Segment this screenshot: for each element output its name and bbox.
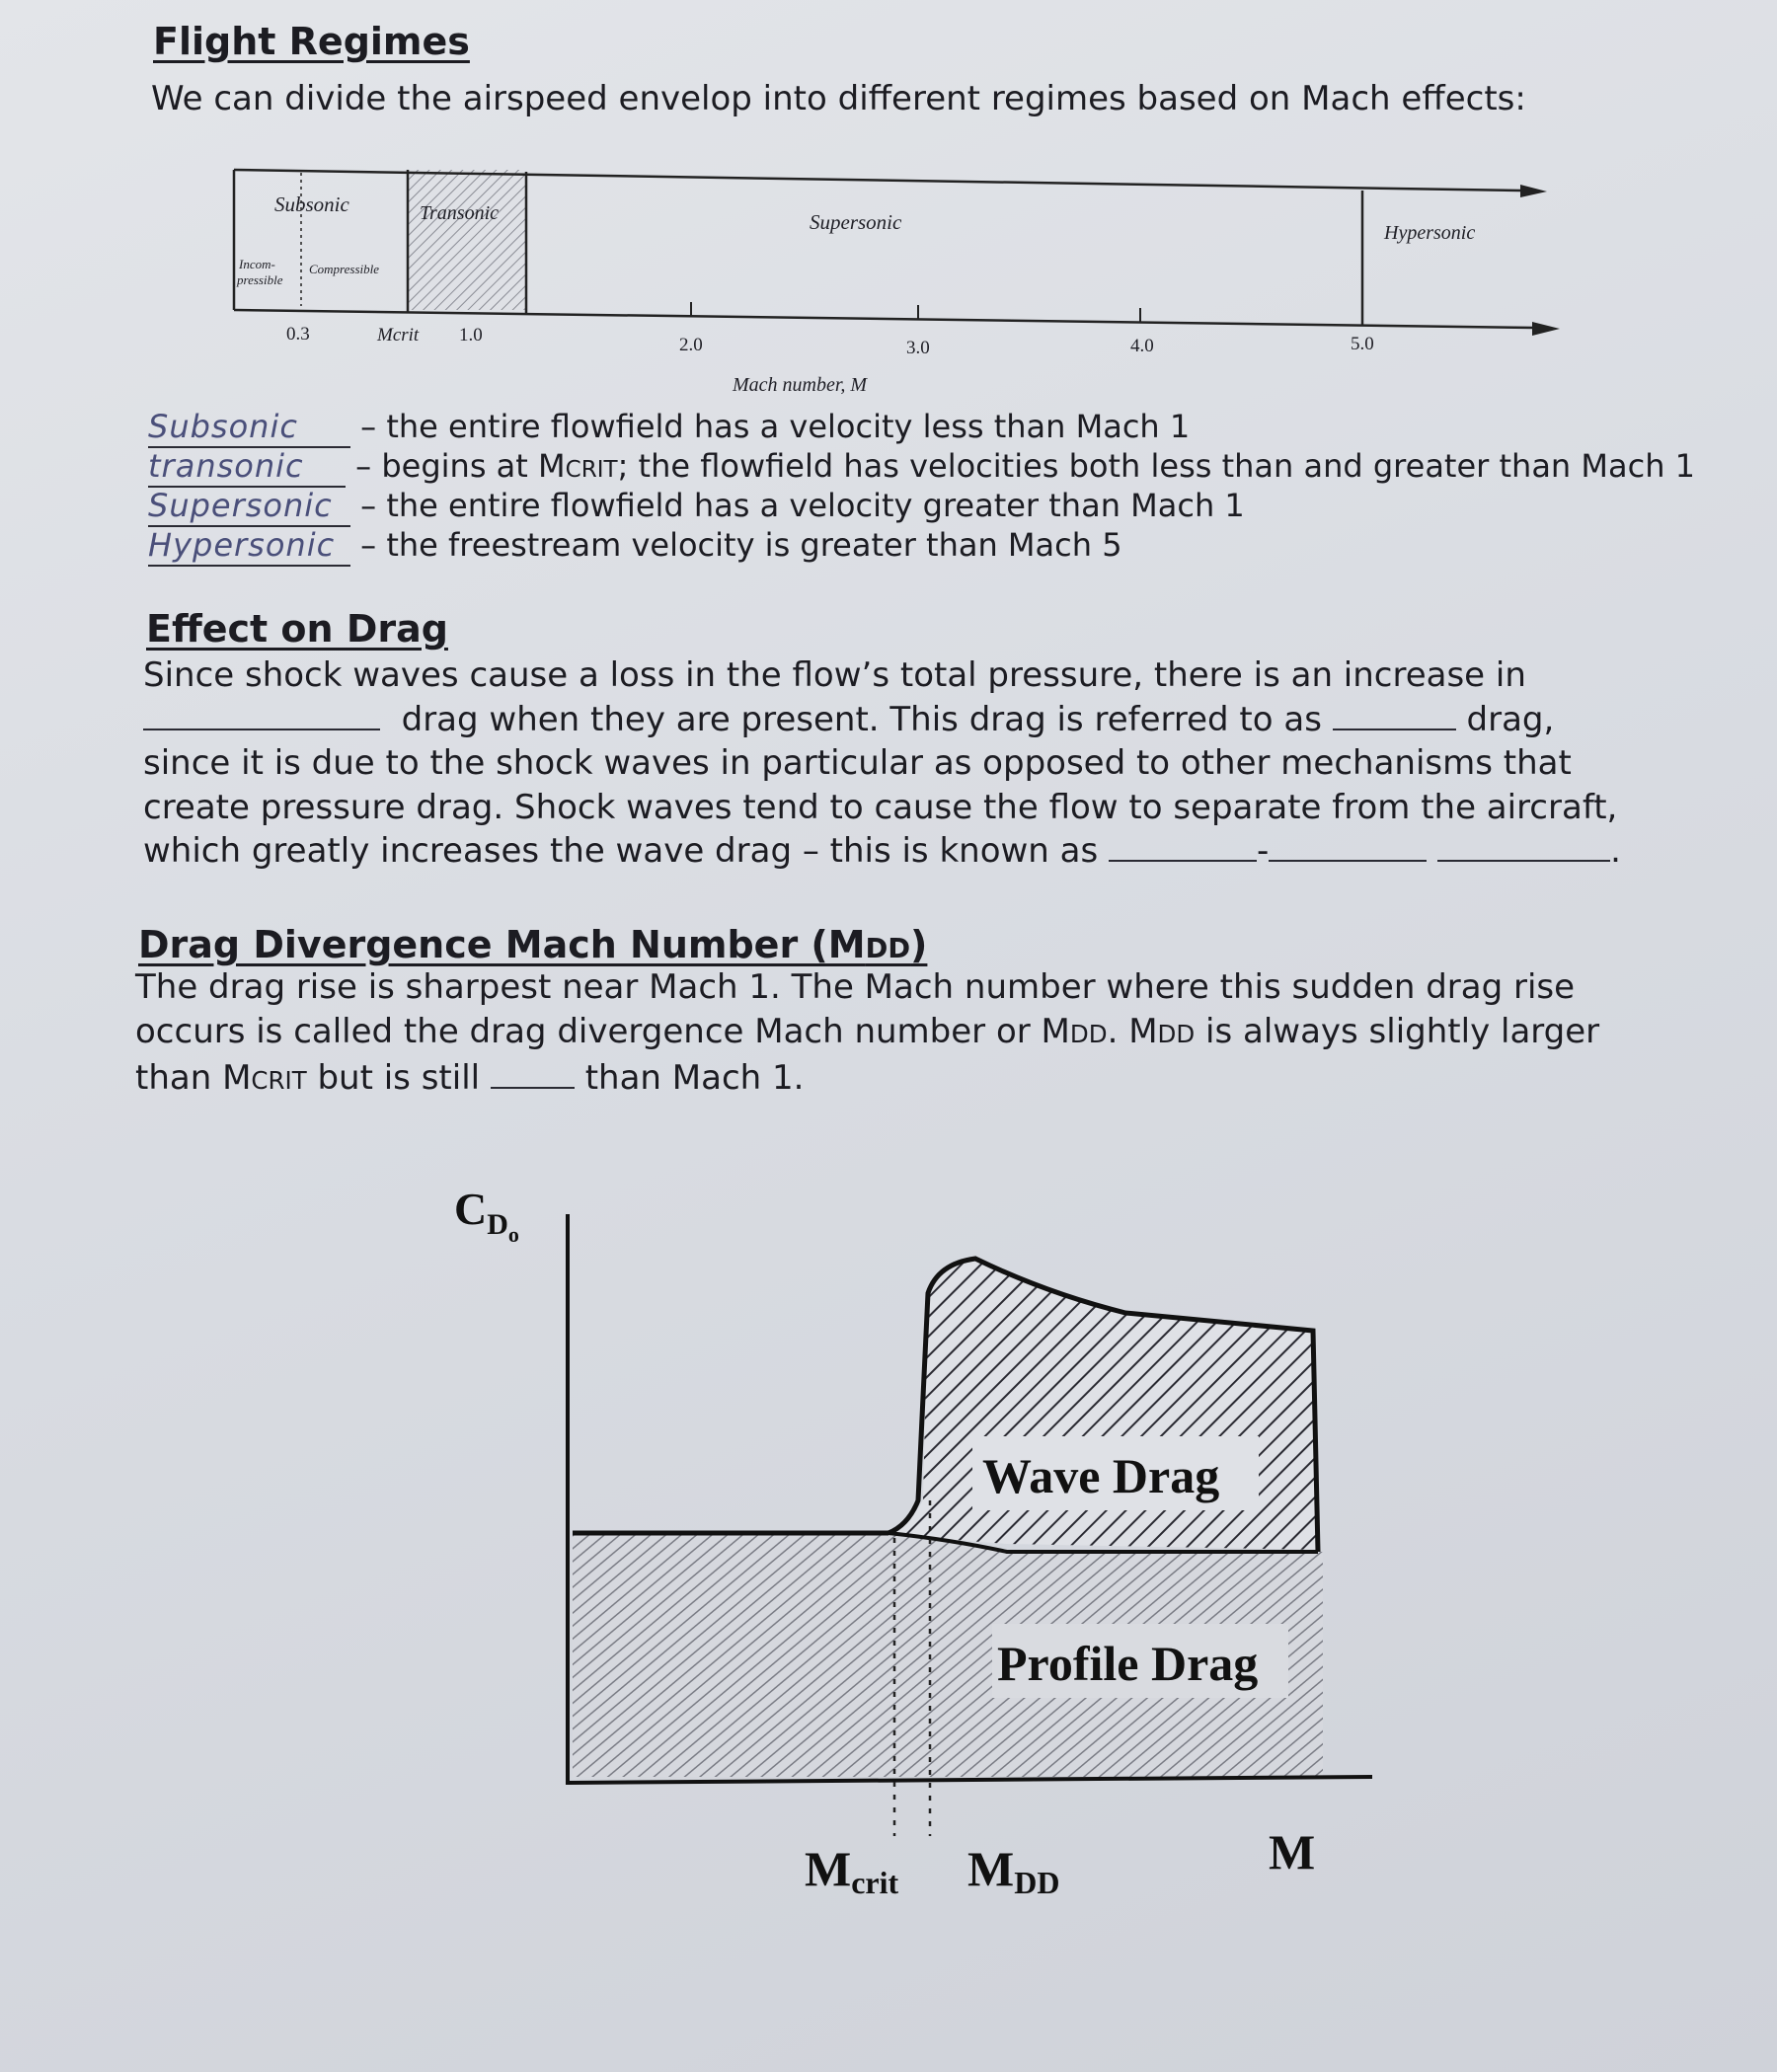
drag-chart [415, 1165, 1402, 1915]
effect-on-drag-paragraph: Since shock waves cause a loss in the flow’s total pressure, there is an increase in drag when they are present. This drag is referred to as drag, since it is due to the shock waves in particular as opposed to other mechanisms that create pressure drag. Shock waves tend to cause the flow to separate from the aircraft, which greatly increases the wave drag – this is known as - . [143, 655, 1621, 871]
regime-compressible: Compressible [309, 262, 380, 276]
regime-axis-label: Mach number, M [733, 374, 868, 396]
wave-drag-label: Wave Drag [982, 1448, 1220, 1503]
regime-pressible: pressible [237, 272, 283, 287]
drag-divergence-paragraph: The drag rise is sharpest near Mach 1. The Mach number where this sudden drag rise occurs is called the drag divergence Mach number or MDD. MDD is always slightly larger than MCRIT but is still than Mach 1. [135, 967, 1600, 1098]
answer-transonic: transonic [148, 446, 346, 488]
x-axis [568, 1777, 1372, 1783]
blank-pressure[interactable] [143, 699, 380, 730]
blank-wave[interactable] [1333, 699, 1456, 730]
regime-hypersonic: Hypersonic [1384, 222, 1476, 244]
definition-supersonic: Supersonic – the entire flowfield has a velocity greater than Mach 1 [148, 486, 1245, 527]
tick-5-0: 5.0 [1351, 334, 1374, 354]
regime-transonic: Transonic [420, 202, 500, 224]
profile-drag-label: Profile Drag [997, 1636, 1259, 1691]
regime-subsonic: Subsonic [274, 192, 349, 216]
tick-4-0: 4.0 [1130, 336, 1154, 356]
blank-induced[interactable] [1269, 830, 1427, 862]
regime-incom: Incom- [239, 257, 275, 271]
tick-1-0: 1.0 [459, 325, 483, 345]
regime-axis [234, 310, 1535, 328]
tick-0-3: 0.3 [286, 324, 310, 345]
definition-hypersonic: Hypersonic – the freestream velocity is greater than Mach 5 [148, 525, 1122, 567]
answer-supersonic: Supersonic [148, 486, 350, 527]
section-title-flight-regimes: Flight Regimes [153, 20, 470, 63]
transonic-hatch [408, 170, 526, 310]
tick-2-0: 2.0 [679, 335, 703, 355]
regime-top-arrowhead [1520, 185, 1547, 197]
section-title-effect-on-drag: Effect on Drag [146, 607, 448, 651]
definition-transonic: transonic – begins at MCRIT; the flowfield has velocities both less than and greater than Mach 1 [148, 446, 1695, 490]
mdd-label: MDD [967, 1841, 1060, 1900]
blank-separation[interactable] [1437, 830, 1610, 862]
definition-subsonic: Subsonic – the entire flowfield has a velocity less than Mach 1 [148, 407, 1190, 448]
x-axis-label: M [1269, 1824, 1316, 1880]
blank-less[interactable] [491, 1057, 575, 1089]
tick-mcrit: Mcrit [377, 325, 420, 345]
regime-diagram [217, 158, 1560, 405]
flight-regimes-intro: We can divide the airspeed envelop into different regimes based on Mach effects: [151, 79, 1526, 118]
mcrit-label: Mcrit [805, 1841, 899, 1900]
answer-hypersonic: Hypersonic [148, 525, 350, 567]
regime-supersonic: Supersonic [810, 210, 902, 234]
regime-axis-arrowhead [1532, 322, 1560, 336]
y-axis-label: $C_Do$ [454, 1184, 519, 1247]
blank-shock[interactable] [1109, 830, 1257, 862]
tick-3-0: 3.0 [906, 338, 930, 358]
answer-subsonic: Subsonic [148, 407, 350, 448]
section-title-drag-divergence: Drag Divergence Mach Number (MDD) [138, 923, 928, 966]
